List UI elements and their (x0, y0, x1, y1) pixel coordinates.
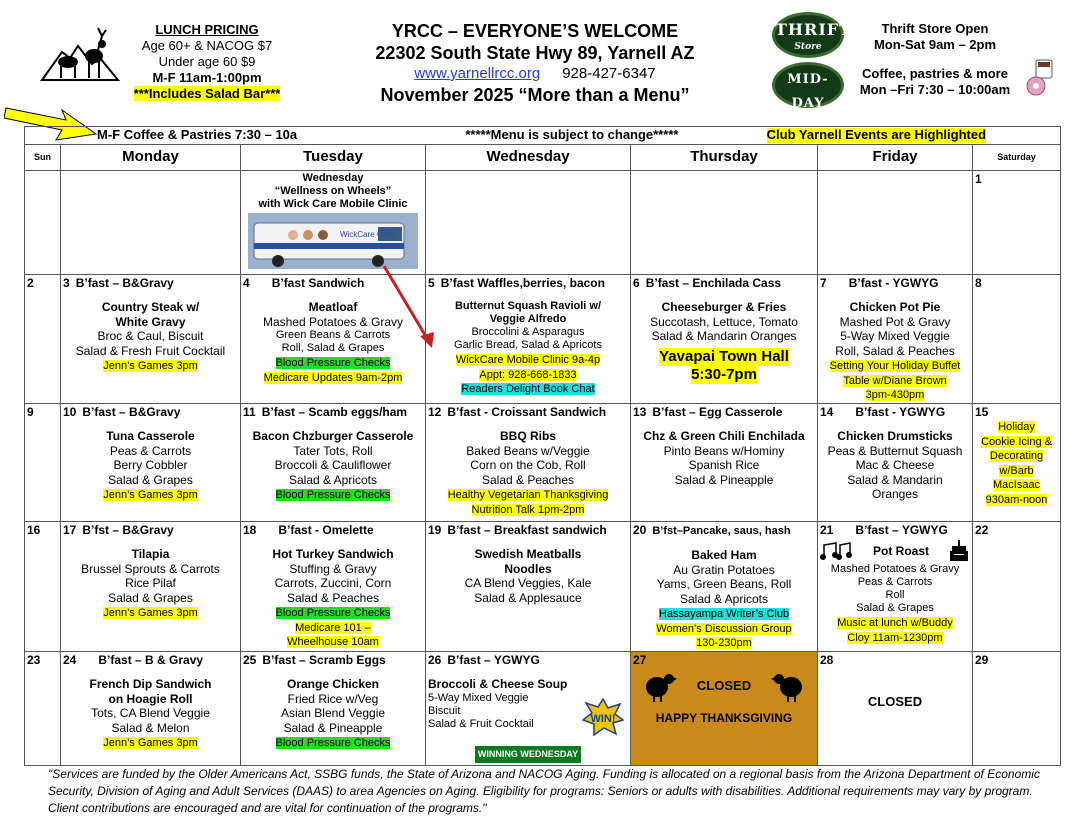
side-item: Salad & Mandarin (847, 472, 943, 487)
happy-thanksgiving-label: HAPPY THANKSGIVING (655, 711, 793, 725)
day-number: 12 (428, 404, 442, 419)
day-number: 23 (27, 652, 41, 667)
event-highlight: Healthy Vegetarian Thanksgiving (447, 489, 609, 501)
side-item: Peas & Carrots (109, 443, 192, 458)
page-title: YRCC – EVERYONE’S WELCOME (391, 21, 679, 41)
main-dish: BBQ Ribs (499, 429, 556, 443)
side-item: Asian Blend Veggie (280, 706, 386, 720)
side-item: Carrots, Zuccini, Corn (274, 576, 392, 590)
event-highlight: Jenn’s Games 3pm (103, 607, 198, 619)
day-cell-fri (818, 274, 973, 403)
day-cell-mon (61, 274, 241, 403)
event-highlight: 3pm-430pm (865, 389, 925, 401)
day-number: 15 (975, 404, 989, 419)
day-number: 1 (975, 172, 982, 186)
side-item: Biscuit (428, 704, 461, 717)
side-item: Salad & Pineapple (674, 472, 774, 487)
day-cell-wed (426, 403, 631, 521)
event-highlight: Setting Your Holiday Buffet (829, 360, 961, 372)
main-dish: Meatloaf (308, 300, 358, 314)
side-item: Mac & Cheese (855, 458, 935, 472)
day-cell-sat (973, 274, 1061, 403)
event-highlight: Medicare Updates 9am-2pm (263, 371, 403, 384)
address: 22302 South State Hwy 89, Yarnell AZ (375, 43, 695, 63)
lunch-line-2: Under age 60 $9 (158, 54, 256, 69)
salad-bar-note: ***Includes Salad Bar*** (133, 86, 281, 101)
side-item: Garlic Bread, Salad & Apricots (454, 339, 602, 351)
month-title: November 2025 “More than a Menu” (380, 85, 690, 105)
day-cell-sat (973, 403, 1061, 521)
day-number: 19 (428, 522, 442, 537)
thrift-line-1: Thrift Store Open (881, 21, 989, 36)
day-number: 9 (27, 404, 34, 419)
breakfast-item: B’fast – B & Gravy (98, 652, 204, 667)
side-item: Peas & Butternut Squash (827, 443, 963, 458)
day-number: 26 (428, 652, 442, 667)
thrift-line-2: Mon-Sat 9am – 2pm (873, 37, 997, 52)
day-number: 13 (633, 404, 647, 419)
side-item: Salad & Pineapple (283, 720, 383, 735)
day-number: 25 (243, 652, 257, 667)
side-item: Peas & Carrots (857, 576, 933, 588)
main-dish: Butternut Squash Ravioli w/ (454, 300, 602, 312)
day-cell-mon (61, 403, 241, 521)
event-highlight: Music at lunch w/Buddy (837, 617, 953, 629)
clinic-line-1: Wednesday (302, 172, 364, 184)
event-highlight: w/Barb (999, 464, 1034, 477)
events-highlight-note: Club Yarnell Events are Highlighted (766, 127, 987, 143)
day-number: 2 (27, 275, 34, 290)
main-dish-2: Veggie Alfredo (489, 313, 567, 325)
day-cell-wed (426, 274, 631, 403)
day-cell-sun (25, 274, 61, 403)
event-highlight: Blood Pressure Checks (275, 737, 391, 749)
turkey-icon (643, 669, 677, 703)
side-item: Corn on the Cob, Roll (470, 458, 586, 472)
red-arrow-icon (380, 262, 440, 352)
phone-number: 928-427-6347 (562, 65, 656, 82)
side-item: Tots, CA Blend Veggie (91, 706, 210, 720)
day-number: 8 (975, 275, 982, 290)
side-item: Salad & Mandarin Oranges (651, 329, 797, 343)
event-highlight: Readers Delight Book Chat (461, 383, 595, 395)
win-badge-icon (582, 698, 624, 736)
main-dish: Tilapia (131, 547, 170, 561)
cafe-logo-text: MID-DAY (787, 72, 829, 111)
breakfast-item: B’fast - YGWYG (848, 275, 939, 290)
side-item: 5-Way Mixed Veggie (840, 329, 950, 343)
deer-logo-icon (40, 22, 120, 84)
event-highlight: Blood Pressure Checks (275, 357, 391, 369)
event-highlight: Cloy 11am-1230pm (847, 631, 943, 644)
cake-icon (948, 539, 970, 563)
lunch-title: LUNCH PRICING (155, 22, 259, 37)
side-item: Salad & Grapes (856, 602, 934, 614)
day-cell-mon (61, 651, 241, 765)
side-item: Roll, Salad & Grapes (281, 342, 385, 354)
day-header-wed: Wednesday (426, 145, 631, 171)
day-number: 17 (63, 522, 77, 537)
event-highlight: Appt: 928-668-1833 (479, 368, 577, 381)
day-cell-sun (25, 651, 61, 765)
breakfast-item: B’fast – Enchilada Cass (645, 275, 782, 290)
day-number: 20 (633, 522, 647, 537)
side-item: Oranges (871, 487, 919, 501)
side-item: Succotash, Lettuce, Tomato (650, 314, 798, 329)
main-dish: Broccoli & Cheese Soup (428, 677, 568, 691)
day-number: 5 (428, 275, 435, 290)
day-cell-sat (973, 651, 1061, 765)
day-cell-tue (241, 403, 426, 521)
side-item: Au Gratin Potatoes (673, 562, 775, 577)
breakfast-item: B’fast - Croissant Sandwich (447, 404, 607, 419)
side-item: Berry Cobbler (113, 458, 188, 472)
day-number: 28 (820, 652, 834, 667)
cafe-hours (850, 66, 1020, 98)
main-dish: Chz & Green Chili Enchilada (643, 429, 805, 443)
bus-text: WickCare Clinic (340, 230, 397, 239)
main-dish: Country Steak w/ (101, 300, 200, 314)
coffee-hours: M-F Coffee & Pastries 7:30 – 10a (97, 127, 298, 143)
main-dish: Chicken Drumsticks (837, 429, 953, 443)
side-item: Broccoli & Cauliflower (274, 458, 392, 472)
day-cell-fri (818, 403, 973, 521)
menu-notice: *****Menu is subject to change***** (465, 127, 679, 143)
breakfast-item: B’fast Sandwich (271, 275, 365, 290)
breakfast-item: B’fast – YGWYG (447, 652, 540, 667)
wickcare-bus-image (248, 213, 418, 269)
event-highlight: Jenn’s Games 3pm (103, 360, 198, 372)
day-number: 18 (243, 522, 257, 537)
side-item: Salad & Melon (111, 720, 190, 735)
day-cell-thu (631, 403, 818, 521)
day-number: 4 (243, 275, 250, 290)
day-header-sun: Sun (25, 145, 61, 171)
side-item: Mashed Potatoes & Gravy (830, 563, 960, 575)
day-number: 10 (63, 404, 77, 419)
thrift-logo-subtext: Store (794, 42, 822, 52)
day-cell-sat (973, 171, 1061, 275)
side-item: Mashed Potatoes & Gravy (262, 314, 404, 329)
event-highlight: Women’s Discussion Group (656, 622, 792, 635)
side-item: Roll, Salad & Peaches (835, 343, 955, 358)
day-cell-empty (25, 171, 61, 275)
breakfast-item: B’fast – Scramb Eggs (262, 652, 386, 667)
day-cell-fri (818, 521, 973, 651)
day-cell-empty (426, 171, 631, 275)
side-item: 5-Way Mixed Veggie (428, 691, 529, 704)
side-item: Salad & Fruit Cocktail (428, 717, 534, 730)
main-dish: Orange Chicken (286, 677, 380, 691)
side-item: Salad & Applesauce (474, 590, 582, 605)
side-item: Brussel Sprouts & Carrots (81, 561, 220, 576)
clinic-line-2: “Wellness on Wheels” (274, 185, 392, 197)
side-item: Salad & Fresh Fruit Cocktail (75, 343, 226, 358)
side-item: Salad & Grapes (108, 590, 193, 605)
main-dish: Pot Roast (872, 543, 929, 558)
side-item: Broccolini & Asparagus (471, 326, 585, 338)
turkey-icon (771, 669, 805, 703)
cafe-line-1: Coffee, pastries & more (862, 66, 1008, 81)
cafe-logo-subtext: Cafe (796, 116, 820, 126)
main-dish: French Dip Sandwich (89, 677, 212, 691)
mid-day-cafe-logo (772, 62, 844, 126)
event-highlight: Hassayampa Writer’s Club (658, 608, 790, 620)
side-item: Mashed Pot & Gravy (839, 314, 951, 329)
thrift-logo-text: THRIFT (775, 20, 853, 39)
closed-label: CLOSED (696, 677, 752, 693)
side-item: Broc & Caul, Biscuit (97, 329, 204, 343)
breakfast-item: B’fst–Pancake, saus, hash (652, 524, 791, 537)
day-number: 21 (820, 522, 834, 537)
event-highlight: Blood Pressure Checks (275, 607, 391, 619)
event-highlight: Jenn’s Games 3pm (103, 737, 198, 749)
calendar-grid (24, 126, 1061, 766)
day-cell-wed (426, 651, 631, 765)
event-highlight: WickCare Mobile Clinic 9a-4p (455, 354, 601, 366)
event-highlight: Medicare 101 – (295, 621, 371, 634)
breakfast-item: B’fast Waffles,berries, bacon (440, 275, 605, 290)
day-cell-mon (61, 521, 241, 651)
cafe-line-2: Mon –Fri 7:30 – 10:00am (859, 82, 1011, 97)
event-highlight: 5:30-7pm (691, 365, 757, 383)
side-item: Salad & Apricots (679, 591, 769, 606)
event-highlight: Nutrition Talk 1pm-2pm (471, 503, 585, 516)
day-number: 3 (63, 275, 70, 290)
calendar-top-bar (25, 127, 1061, 145)
day-number: 24 (63, 652, 77, 667)
day-cell-thu (631, 521, 818, 651)
main-dish: Baked Ham (691, 548, 757, 562)
main-dish: Cheeseburger & Fries (661, 300, 787, 314)
event-highlight: Yavapai Town Hall (659, 347, 789, 365)
music-notes-icon (820, 541, 854, 561)
website-link[interactable]: www.yarnellrcc.org (414, 65, 541, 82)
win-badge-text: WIN! (590, 712, 616, 725)
day-cell-sun (25, 521, 61, 651)
winning-wednesday-label: WINNING WEDNESDAY (475, 746, 581, 763)
event-highlight: Decorating (989, 450, 1044, 462)
event-highlight: MacIsaac (992, 479, 1041, 491)
funding-disclaimer: "Services are funded by the Older Americans Act, SSBG funds, the State of Arizona and NACOG Aging. Funding is allocated on a regional basis from the Arizona Department of Economic Security, Division of Aging and Adult Services (DAAS) to area Agencies on Aging. Eligibility for programs: Seniors or adults with disabilities. Additional requirements may vary by program. Client contributions are encouraged and are vital for continuation of the programs." (48, 767, 1040, 815)
day-number: 14 (820, 404, 834, 419)
event-highlight: Table w/Diane Brown (843, 374, 947, 387)
side-item: Salad & Grapes (108, 472, 193, 487)
event-highlight: Jenn’s Games 3pm (103, 489, 198, 501)
event-highlight: Wheelhouse 10am (287, 636, 379, 648)
day-number: 22 (975, 522, 989, 537)
day-cell-tue (241, 651, 426, 765)
main-dish: Swedish Meatballs (474, 547, 582, 561)
side-item: Pinto Beans w/Hominy (663, 443, 785, 458)
day-number: 16 (27, 522, 41, 537)
side-item: Spanish Rice (688, 458, 760, 472)
side-item: Roll (885, 589, 905, 601)
side-item: Salad & Peaches (481, 472, 575, 487)
side-item: Tater Tots, Roll (293, 443, 373, 458)
day-header-fri: Friday (818, 145, 973, 171)
day-cell-wed (426, 521, 631, 651)
page-header (340, 20, 730, 106)
event-highlight: Cookie Icing & (981, 435, 1052, 448)
event-highlight: 930am-noon (985, 493, 1048, 506)
breakfast-item: B’fast – Scamb eggs/ham (261, 404, 408, 419)
event-highlight: Blood Pressure Checks (275, 489, 391, 501)
event-highlight: 130-230pm (696, 637, 752, 649)
day-cell-empty (818, 171, 973, 275)
donut-coffee-icon (1022, 58, 1060, 96)
day-number: 29 (975, 652, 989, 667)
day-number: 27 (633, 652, 647, 667)
lunch-line-1: Age 60+ & NACOG $7 (141, 38, 273, 53)
main-dish-2: on Hoagie Roll (108, 691, 193, 706)
clinic-line-3: with Wick Care Mobile Clinic (258, 198, 408, 210)
main-dish: Tuna Casserole (106, 429, 195, 443)
day-cell-thanksgiving (631, 651, 818, 765)
day-header-tue: Tuesday (241, 145, 426, 171)
side-item: Salad & Apricots (288, 472, 378, 487)
breakfast-item: B’fast - Omelette (278, 522, 374, 537)
main-dish: Bacon Chzburger Casserole (252, 429, 414, 443)
day-cell-thu (631, 274, 818, 403)
side-item: Salad & Peaches (286, 590, 380, 605)
day-cell-empty (61, 171, 241, 275)
closed-label: CLOSED (867, 694, 923, 709)
breakfast-item: B’fst – B&Gravy (82, 522, 174, 537)
breakfast-item: B’fast - YGWYG (855, 404, 946, 419)
day-number: 11 (243, 404, 256, 419)
event-highlight: Holiday (998, 421, 1035, 433)
day-number: 6 (633, 275, 640, 290)
main-dish: Hot Turkey Sandwich (272, 547, 394, 561)
day-cell-sat (973, 521, 1061, 651)
day-cell-empty (631, 171, 818, 275)
breakfast-item: B’fast – Egg Casserole (652, 404, 783, 419)
breakfast-item: B’fast – B&Gravy (82, 404, 181, 419)
day-cell-fri (818, 651, 973, 765)
main-dish-2: White Gravy (115, 314, 186, 329)
day-number: 7 (820, 275, 827, 290)
side-item: CA Blend Veggies, Kale (464, 576, 592, 590)
day-header-sat: Saturday (973, 145, 1061, 171)
side-item: Fried Rice w/Veg (287, 691, 379, 706)
day-cell-tue (241, 521, 426, 651)
lunch-pricing (122, 22, 292, 102)
side-item: Rice Pilaf (125, 576, 176, 590)
side-item: Green Beans & Carrots (275, 329, 391, 341)
side-item: Yams, Green Beans, Roll (656, 577, 792, 591)
day-header-mon: Monday (61, 145, 241, 171)
wellness-on-wheels-cell (241, 171, 426, 275)
lunch-hours: M-F 11am-1:00pm (152, 70, 262, 85)
breakfast-item: B’fast – Breakfast sandwich (447, 522, 607, 537)
side-item: Stuffing & Gravy (289, 561, 377, 576)
breakfast-item: B’fast – YGWYG (855, 522, 948, 537)
thrift-hours (850, 21, 1020, 53)
day-cell-sun (25, 403, 61, 521)
breakfast-item: B’fast – B&Gravy (75, 275, 174, 290)
main-dish-2: Noodles (504, 561, 552, 576)
main-dish: Chicken Pot Pie (849, 300, 941, 314)
day-header-thu: Thursday (631, 145, 818, 171)
thrift-store-logo (772, 12, 853, 58)
side-item: Baked Beans w/Veggie (466, 443, 590, 458)
